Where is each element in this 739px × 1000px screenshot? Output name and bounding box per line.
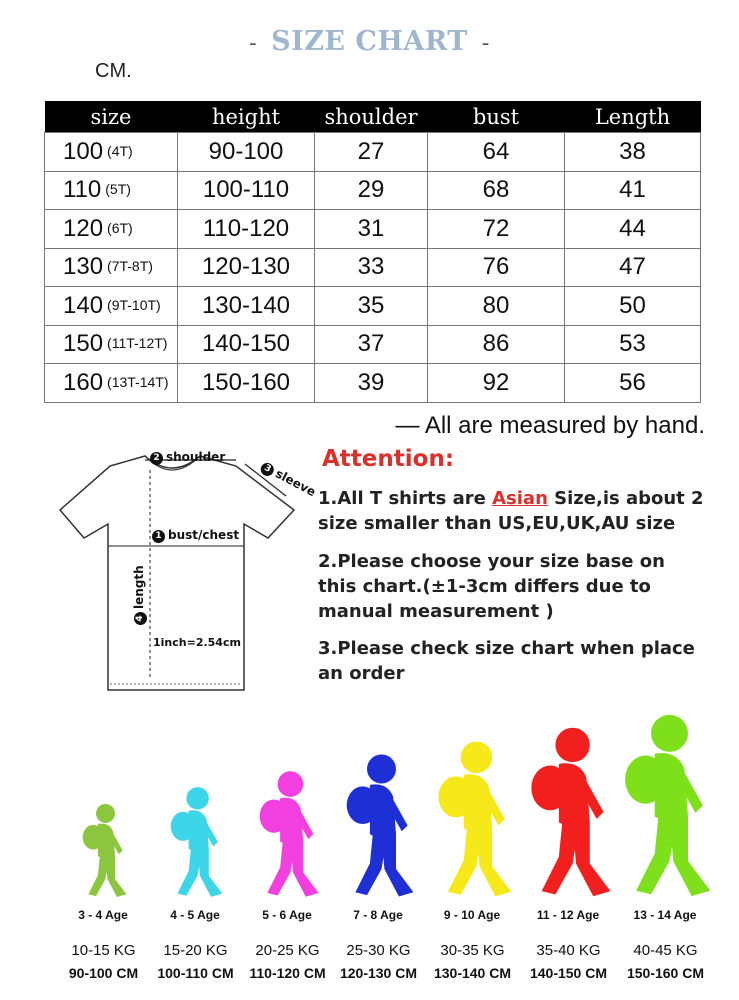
size-cell <box>45 325 178 364</box>
header-bust: bust <box>428 101 565 133</box>
height-cell: 100-110 <box>178 171 315 210</box>
attention-item-1: 1.All T shirts are Asian Size,is about 2 size smaller than US,EU,UK,AU size <box>318 488 704 534</box>
kid-silhouette-icon <box>614 713 716 898</box>
length-cell: 50 <box>565 287 701 326</box>
size-value: 120 <box>63 214 104 242</box>
title-dash-right: - <box>481 31 490 56</box>
kid-height-label: 110-120 CM <box>249 965 326 981</box>
title-text: SIZE CHART <box>271 26 468 57</box>
height-cell: 110-120 <box>178 210 315 249</box>
kid-age-label: 11 - 12 Age <box>536 908 600 922</box>
size-cell <box>45 248 178 287</box>
table-row <box>45 171 701 210</box>
kid-height-label: 100-110 CM <box>157 965 234 981</box>
bust-cell: 86 <box>428 325 565 364</box>
table-row <box>45 287 701 326</box>
table-row <box>45 133 701 172</box>
size-cell <box>45 364 178 403</box>
attention-title: Attention: <box>322 446 455 472</box>
kid-weight-label: 40-45 KG <box>633 942 698 959</box>
shoulder-cell: 37 <box>315 325 428 364</box>
bust-cell: 80 <box>428 287 565 326</box>
bust-cell: 76 <box>428 248 565 287</box>
kid-figure <box>614 713 716 898</box>
size-age: (9T-10T) <box>107 296 161 313</box>
height-cell: 120-130 <box>178 248 315 287</box>
kid-weight-label: 15-20 KG <box>163 942 228 959</box>
height-cell: 140-150 <box>178 325 315 364</box>
header-size: size <box>45 101 178 133</box>
size-age: (11T-12T) <box>107 335 168 352</box>
size-chart-title <box>0 26 739 57</box>
title-dash-left: - <box>249 31 258 56</box>
size-value: 130 <box>63 253 104 281</box>
asian-highlight: Asian <box>492 488 548 509</box>
kid-height-label: 150-160 CM <box>626 965 705 981</box>
shoulder-cell: 27 <box>315 133 428 172</box>
kid-silhouette-icon <box>164 786 226 898</box>
kid-age-label: 13 - 14 Age <box>633 908 697 922</box>
kid-age-label: 5 - 6 Age <box>262 908 312 922</box>
shoulder-cell: 33 <box>315 248 428 287</box>
bust-cell: 72 <box>428 210 565 249</box>
measured-by-hand-note: — All are measured by hand. <box>395 412 705 439</box>
length-cell: 47 <box>565 248 701 287</box>
kid-weight-label: 10-15 KG <box>71 942 136 959</box>
bust-chest-label: 1 bust/chest <box>152 528 239 543</box>
shoulder-cell: 35 <box>315 287 428 326</box>
height-cell: 90-100 <box>178 133 315 172</box>
size-age: (5T) <box>105 181 131 198</box>
kid-silhouette-icon <box>77 803 129 898</box>
bust-cell: 68 <box>428 171 565 210</box>
attention-item-2: 2.Please choose your size base on this chart.(±1-3cm differs due to manual measurement ) <box>318 551 665 622</box>
height-cell: 130-140 <box>178 287 315 326</box>
kid-height-label: 130-140 CM <box>433 965 512 981</box>
size-table <box>44 101 701 403</box>
length-cell: 38 <box>565 133 701 172</box>
kid-height-label: 120-130 CM <box>339 965 418 981</box>
size-value: 140 <box>63 291 104 319</box>
size-age: (4T) <box>107 142 133 159</box>
inch-conversion-label: 1inch=2.54cm <box>153 636 241 649</box>
size-cell <box>45 210 178 249</box>
header-length: Length <box>565 101 701 133</box>
bust-cell: 64 <box>428 133 565 172</box>
kid-weight-label: 25-30 KG <box>346 942 411 959</box>
kid-figure <box>252 770 322 898</box>
sleeve-label: 3sleeve <box>258 459 318 500</box>
kid-silhouette-icon <box>338 753 418 898</box>
kid-age-label: 3 - 4 Age <box>78 908 128 922</box>
shoulder-label: 2 shoulder <box>150 450 225 465</box>
shoulder-cell: 39 <box>315 364 428 403</box>
kid-figure <box>429 740 516 898</box>
kid-figure <box>164 786 226 898</box>
size-cell <box>45 133 178 172</box>
kid-figure <box>521 726 616 898</box>
length-cell: 41 <box>565 171 701 210</box>
kid-figure <box>77 803 129 898</box>
table-row <box>45 325 701 364</box>
kids-size-row <box>0 710 739 1000</box>
table-row <box>45 210 701 249</box>
badge-2: 2 <box>150 452 163 465</box>
attention-item-3: 3.Please check size chart when place an order <box>318 638 695 684</box>
kid-weight-label: 35-40 KG <box>536 942 601 959</box>
kid-height-label: 140-150 CM <box>529 965 608 981</box>
size-value: 110 <box>63 176 102 204</box>
unit-label: CM. <box>95 60 132 82</box>
kid-age-label: 7 - 8 Age <box>353 908 403 922</box>
badge-3: 3 <box>258 461 276 479</box>
badge-1: 1 <box>152 530 165 543</box>
size-value: 100 <box>63 137 104 165</box>
length-cell: 56 <box>565 364 701 403</box>
kid-figure <box>338 753 418 898</box>
shoulder-cell: 29 <box>315 171 428 210</box>
bust-cell: 92 <box>428 364 565 403</box>
size-cell <box>45 287 178 326</box>
tshirt-diagram <box>50 440 320 705</box>
size-cell <box>45 171 178 210</box>
height-cell: 150-160 <box>178 364 315 403</box>
size-age: (6T) <box>107 219 133 236</box>
kid-age-label: 9 - 10 Age <box>443 908 501 922</box>
size-value: 150 <box>63 330 104 358</box>
kid-silhouette-icon <box>252 770 322 898</box>
table-row <box>45 248 701 287</box>
header-shoulder: shoulder <box>315 101 428 133</box>
kid-silhouette-icon <box>429 740 516 898</box>
kid-silhouette-icon <box>521 726 616 898</box>
badge-4: 4 <box>134 612 147 625</box>
kid-age-label: 4 - 5 Age <box>170 908 220 922</box>
size-age: (7T-8T) <box>107 258 153 275</box>
kid-weight-label: 30-35 KG <box>440 942 505 959</box>
kid-weight-label: 20-25 KG <box>255 942 320 959</box>
length-cell: 44 <box>565 210 701 249</box>
shoulder-cell: 31 <box>315 210 428 249</box>
kid-height-label: 90-100 CM <box>68 965 139 981</box>
size-age: (13T-14T) <box>107 373 169 390</box>
length-label: 4length <box>132 565 147 625</box>
size-table-header <box>45 101 701 133</box>
header-height: height <box>178 101 315 133</box>
table-row <box>45 364 701 403</box>
length-cell: 53 <box>565 325 701 364</box>
size-value: 160 <box>63 368 104 396</box>
